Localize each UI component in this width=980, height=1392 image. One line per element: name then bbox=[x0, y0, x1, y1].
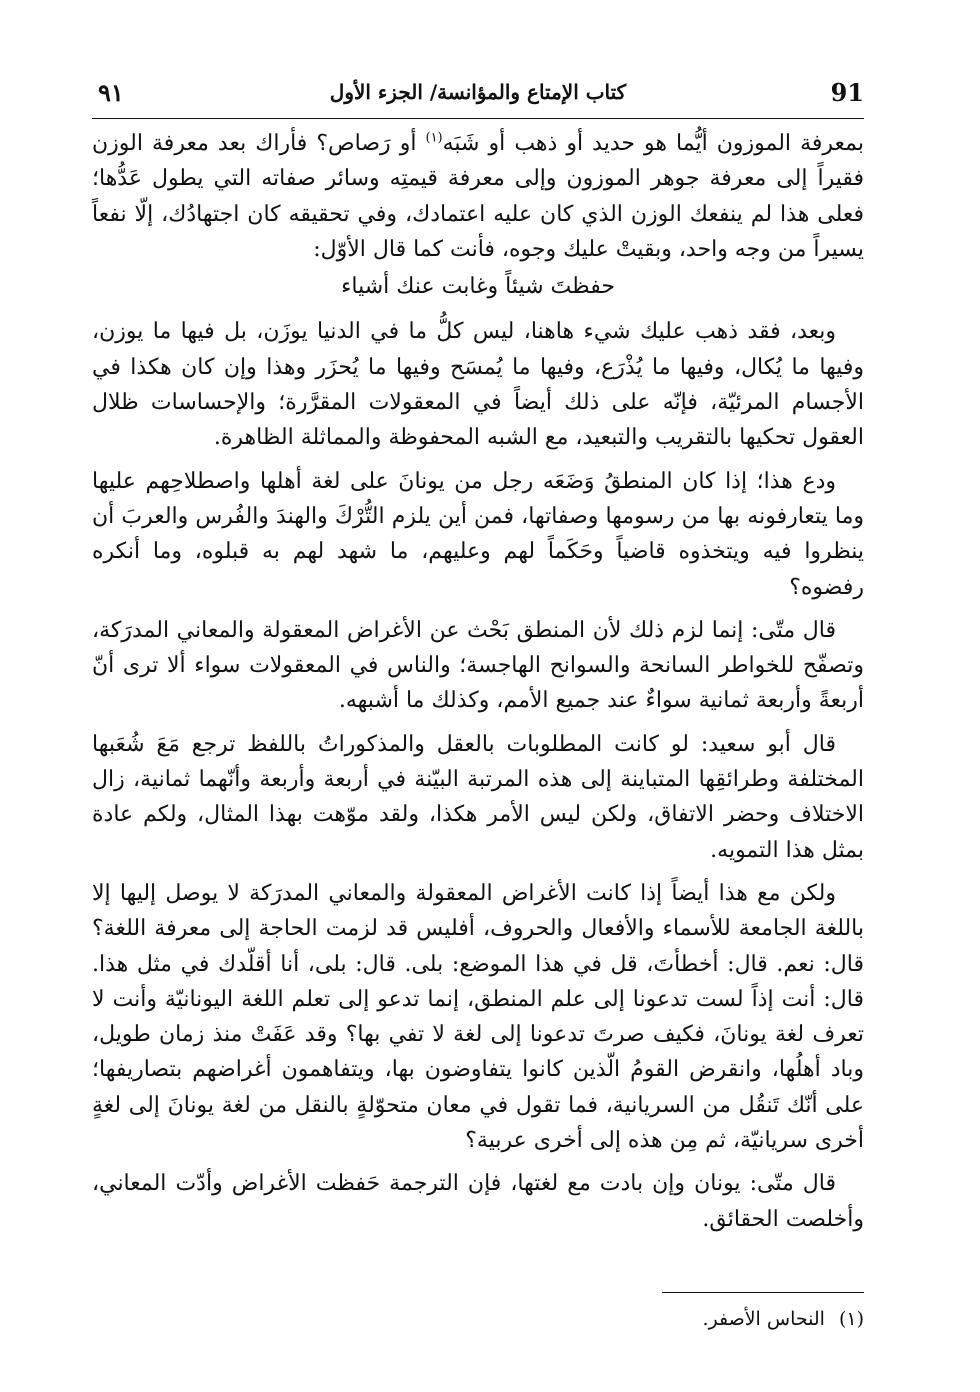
verse-line: حفظتَ شيئاً وغابت عنك أشياء bbox=[341, 274, 615, 300]
paragraph-4: قال متّى: إنما لزم ذلك لأن المنطق بَحْث عن الأغراض المعقولة والمعاني المدرَكة، وتصفّح للخواطر السانحة والسوانح الهاجسة؛ والناس في المعقولات سواء ألا ترى أنّ أربعةً وأربعة ثمانية سواءٌ عند جميع الأمم، وكذلك ما أشبهه. bbox=[92, 617, 864, 714]
paragraph-2: وبعد، فقد ذهب عليك شيء هاهنا، ليس كلُّ ما في الدنيا يوزَن، بل فيها ما يوزن، وفيها ما يُكال، وفيها ما يُذْرَع، وفيها ما يُمسَح وفيها ما يُحزَر وهذا وإن كان هكذا في الأجسام المرئيّة، فإنّه على ذلك أيضاً في المعقولات المقرَّرة؛ والإحساسات ظلال العقول تحكيها بالتقريب والتبعيد، مع الشبه المحفوظة والمماثلة الظاهرة. bbox=[92, 319, 864, 451]
paragraph-7: قال متّى: يونان وإن بادت مع لغتها، فإن الترجمة حَفظت الأغراض وأدّت المعاني، وأخلصت الحقائق. bbox=[92, 1171, 864, 1232]
footnote-text: النحاس الأصفر. bbox=[702, 1308, 825, 1330]
paragraph-1: بمعرفة الموزون أيُّما هو حديد أو ذهب أو شَبَه$^{(١)}$ أو رَصاص؟ فأراك بعد معرفة الوزن فقيراً إلى معرفة جوهر الموزون وإلى معرفة قيمتِه وسائر صفاته التي يطول عَدُّها؛ فعلى هذا لم ينفعك الوزن الذي كان عليه اعتمادك، وفي تحقيقه كان اجتهادُك، إلّا نفعاً يسيراً من وجه واحد، وبقيتْ عليك وجوه، فأنت كما قال الأوّل: bbox=[92, 130, 864, 262]
footnote-rule bbox=[662, 1292, 864, 1293]
paragraph-5: قال أبو سعيد: لو كانت المطلوبات بالعقل والمذكوراتُ باللفظ ترجع مَعَ شُعَبها المختلفة وطرائقِها المتباينة إلى هذه المرتبة البيّنة في أربعة وأربعة وأنّهما ثمانية، زال الاختلاف وحضر الاتفاق، ولكن ليس الأمر هكذا، ولقد موّهت بهذا المثال، ولكم عادة بمثل هذا التمويه. bbox=[92, 731, 864, 863]
page-number-arabic: ٩١ bbox=[98, 78, 124, 107]
paragraph-3: ودع هذا؛ إذا كان المنطقُ وَضَعَه رجل من يونانَ على لغة أهلها واصطلاحِهم عليها وما يتعارفونه بها من رسومها وصفاتها، فمن أين يلزم التُّرْكَ والهندَ والفُرس والعربَ أن ينظروا فيه ويتخذوه قاضياً وحَكَماً لهم وعليهم، ما شهد لهم به قبلوه، وما أنكره رفضوه؟ bbox=[92, 468, 864, 600]
paragraph-6: ولكن مع هذا أيضاً إذا كانت الأغراض المعقولة والمعاني المدرَكة لا يوصل إليها إلا باللغة الجامعة للأسماء والأفعال والحروف، أفليس قد لزمت الحاجة إلى معرفة اللغة؟ قال: نعم. قال: أخطأتَ، قل في هذا الموضع: بلى. قال: بلى، أنا أقلّدك في مثل هذا. قال: أنت إذاً لست تدعونا إلى علم المنطق، إنما تدعو إلى تعلم اللغة اليونانيّة وأنت لا تعرف لغة يونانَ، فكيف صرتَ تدعونا إلى لغة لا تفي بها؟ وقد عَفَتْ منذ زمان طويل، وباد أهلُها، وانقرض القومُ الّذين كانوا يتفاوضون بها، ويتفاهمون أغراضهم بتصاريفها؛ على أنّك تَنقُل من السريانية، فما تقول في معان متحوّلةٍ بالنقل من لغة يونانَ إلى لغةٍ أخرى سريانيّة، ثم مِن هذه إلى أخرى عربية؟ bbox=[92, 880, 865, 1154]
header-rule bbox=[92, 118, 864, 119]
main-text bbox=[92, 126, 864, 1237]
footnote-reference: (١) bbox=[425, 130, 443, 146]
running-title: كتاب الإمتاع والمؤانسة/ الجزء الأول bbox=[329, 80, 627, 104]
footnote-mark: (١) bbox=[838, 1308, 864, 1330]
page-number-latin: 91 bbox=[830, 78, 864, 107]
footnote bbox=[92, 1304, 864, 1334]
running-header bbox=[92, 74, 864, 114]
